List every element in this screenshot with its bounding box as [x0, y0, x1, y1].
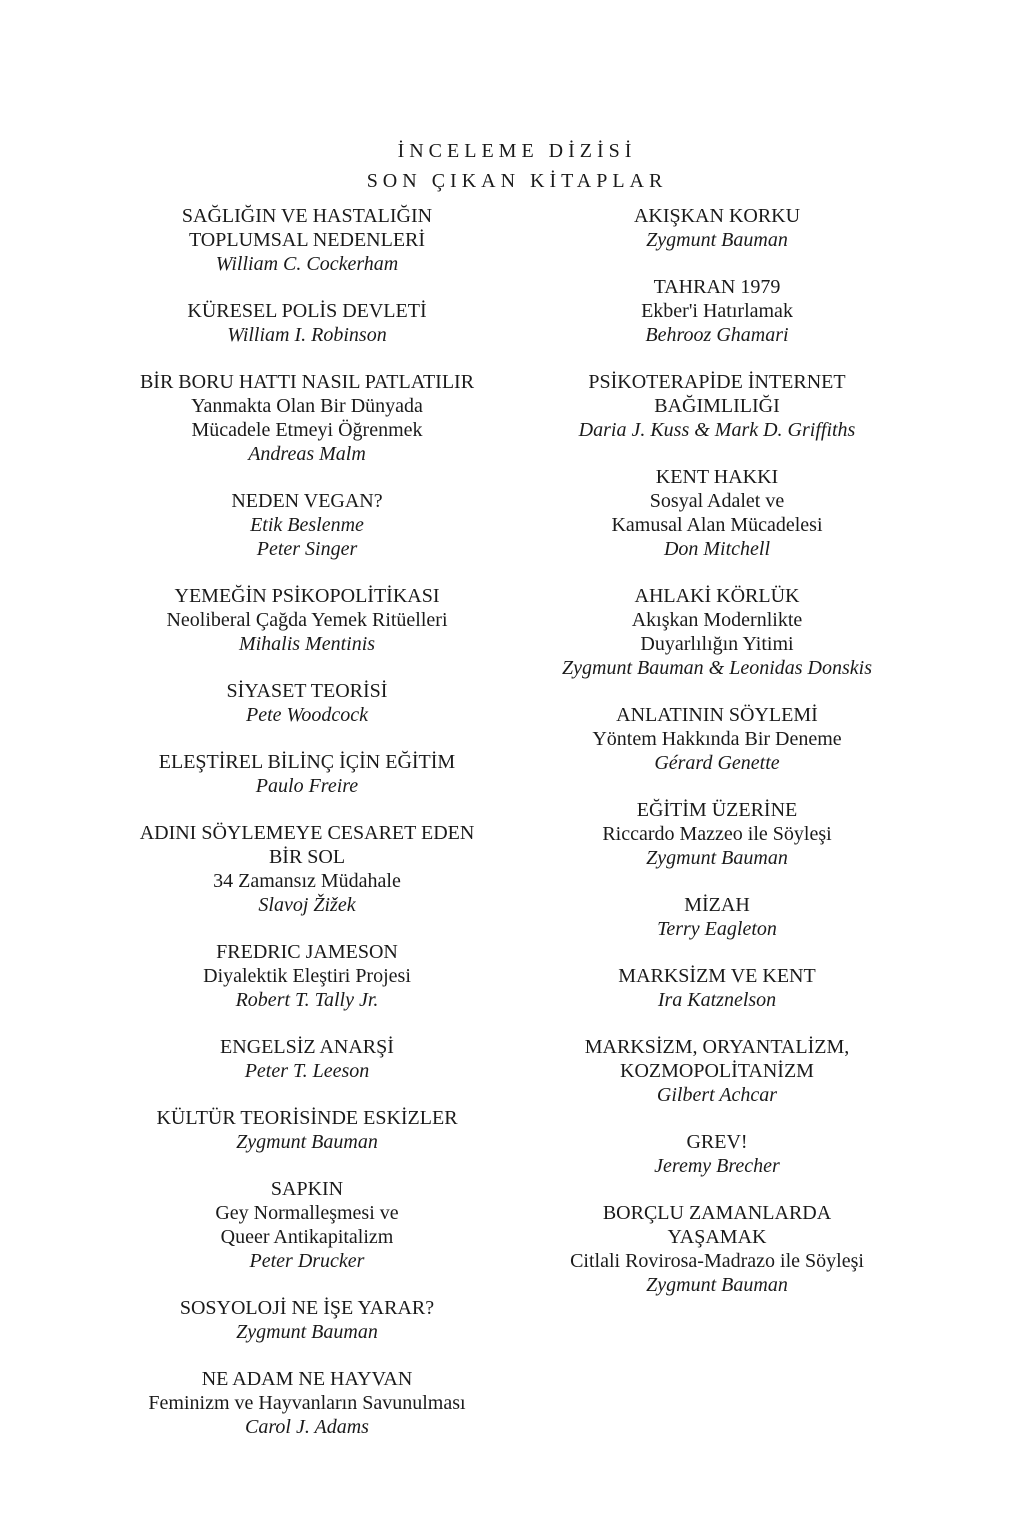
book-entry: [107, 370, 507, 466]
book-title: NE ADAM NE HAYVAN: [201, 1368, 413, 1390]
book-subtitle: Gey Normalleşmesi ve Queer Antikapitalizm: [215, 1202, 399, 1248]
book-author: Slavoj Žižek: [258, 894, 356, 916]
book-subtitle: Neoliberal Çağda Yemek Ritüelleri: [166, 609, 448, 631]
book-subtitle: Feminizm ve Hayvanların Savunulması: [148, 1392, 466, 1414]
book-subtitle: Akışkan Modernlikte Duyarlılığın Yitimi: [631, 609, 803, 655]
book-author: William I. Robinson: [227, 324, 387, 346]
book-entry: [517, 465, 917, 561]
book-author: Peter Drucker: [249, 1250, 365, 1272]
book-author: Zygmunt Bauman & Leonidas Donskis: [562, 657, 872, 679]
book-entry: [517, 893, 917, 941]
book-title: EĞİTİM ÜZERİNE: [636, 799, 798, 821]
book-title: ELEŞTİREL BİLİNÇ İÇİN EĞİTİM: [158, 751, 456, 773]
book-subtitle: Sosyal Adalet ve Kamusal Alan Mücadelesi: [611, 490, 823, 536]
book-author: Pete Woodcock: [246, 704, 368, 726]
book-title: FREDRIC JAMESON: [216, 941, 398, 963]
book-title: BİR BORU HATTI NASIL PATLATILIR: [139, 371, 475, 393]
series-title: İNCELEME DİZİSİ: [397, 140, 637, 162]
book-author: Zygmunt Bauman: [646, 847, 788, 869]
book-entry: [517, 370, 917, 442]
book-author: Paulo Freire: [255, 775, 359, 797]
book-entry: [107, 821, 507, 917]
book-subtitle: Riccardo Mazzeo ile Söyleşi: [602, 823, 832, 845]
book-entry: [107, 204, 507, 276]
book-author: Zygmunt Bauman: [236, 1321, 378, 1343]
book-title: AKIŞKAN KORKU: [633, 205, 801, 227]
book-title: MİZAH: [684, 894, 750, 916]
book-entry: [517, 798, 917, 870]
book-author: Gérard Genette: [654, 752, 780, 774]
book-entry: [107, 584, 507, 656]
book-entry: [517, 703, 917, 775]
book-author: Andreas Malm: [248, 443, 366, 465]
book-title: ANLATININ SÖYLEMİ: [616, 704, 818, 726]
book-entry: [517, 1130, 917, 1178]
book-title: GREV!: [686, 1131, 748, 1153]
book-entry: [517, 964, 917, 1012]
book-title: SAPKIN: [270, 1178, 344, 1200]
book-title: KENT HAKKI: [655, 466, 779, 488]
book-entry: [107, 1367, 507, 1439]
book-author: Don Mitchell: [663, 538, 771, 560]
book-title: MARKSİZM VE KENT: [618, 965, 816, 987]
book-author: Robert T. Tally Jr.: [235, 989, 379, 1011]
page-header: [0, 136, 1024, 196]
book-entry: [517, 275, 917, 347]
book-author: Zygmunt Bauman: [646, 229, 788, 251]
book-subtitle: Yanmakta Olan Bir Dünyada Mücadele Etmeyi Öğrenmek: [191, 395, 423, 441]
book-title: ENGELSİZ ANARŞİ: [220, 1036, 394, 1058]
book-title: BORÇLU ZAMANLARDA YAŞAMAK: [602, 1202, 832, 1248]
book-title: PSİKOTERAPİDE İNTERNET BAĞIMLILIĞI: [588, 371, 846, 417]
book-author: Mihalis Mentinis: [238, 633, 376, 655]
book-title: MARKSİZM, ORYANTALİZM, KOZMOPOLİTANİZM: [584, 1036, 850, 1082]
book-title: KÜRESEL POLİS DEVLETİ: [187, 300, 427, 322]
book-author: William C. Cockerham: [215, 253, 399, 275]
book-title: NEDEN VEGAN?: [231, 490, 383, 512]
book-title: TAHRAN 1979: [653, 276, 781, 298]
book-entry: [107, 489, 507, 561]
book-title: AHLAKİ KÖRLÜK: [634, 585, 800, 607]
book-entry: [107, 1296, 507, 1344]
book-subtitle: 34 Zamansız Müdahale: [213, 870, 401, 892]
book-title: SOSYOLOJİ NE İŞE YARAR?: [179, 1297, 435, 1319]
book-author: Daria J. Kuss & Mark D. Griffiths: [578, 419, 856, 441]
book-entry: [517, 1035, 917, 1107]
book-author: Zygmunt Bauman: [646, 1274, 788, 1296]
book-author: Carol J. Adams: [245, 1416, 369, 1438]
book-author: Peter T. Leeson: [244, 1060, 370, 1082]
book-author: Terry Eagleton: [657, 918, 777, 940]
book-title: SAĞLIĞIN VE HASTALIĞIN TOPLUMSAL NEDENLERİ: [181, 205, 433, 251]
right-book-column: [517, 204, 917, 1320]
book-subtitle: Diyalektik Eleştiri Projesi: [203, 965, 411, 987]
series-subtitle: SON ÇIKAN KİTAPLAR: [366, 170, 668, 192]
book-entry: [517, 584, 917, 680]
book-title: SİYASET TEORİSİ: [226, 680, 388, 702]
book-entry: [107, 1106, 507, 1154]
book-subtitle: Citlali Rovirosa-Madrazo ile Söyleşi: [570, 1250, 864, 1272]
book-entry: [517, 1201, 917, 1297]
book-author: Jeremy Brecher: [654, 1155, 780, 1177]
book-entry: [107, 679, 507, 727]
book-author: Zygmunt Bauman: [236, 1131, 378, 1153]
book-entry: [107, 299, 507, 347]
book-entry: [107, 940, 507, 1012]
book-title: ADINI SÖYLEMEYE CESARET EDEN BİR SOL: [139, 822, 475, 868]
book-author: Ira Katznelson: [657, 989, 777, 1011]
book-entry: [107, 1177, 507, 1273]
left-book-column: [107, 204, 507, 1462]
book-title: KÜLTÜR TEORİSİNDE ESKİZLER: [156, 1107, 458, 1129]
book-subtitle: Ekber'i Hatırlamak: [641, 300, 793, 322]
book-entry: [517, 204, 917, 252]
book-subtitle: Yöntem Hakkında Bir Deneme: [592, 728, 842, 750]
book-author: Etik Beslenme Peter Singer: [250, 514, 364, 560]
book-author: Behrooz Ghamari: [645, 324, 789, 346]
book-entry: [107, 750, 507, 798]
book-author: Gilbert Achcar: [656, 1084, 778, 1106]
book-entry: [107, 1035, 507, 1083]
book-title: YEMEĞİN PSİKOPOLİTİKASI: [174, 585, 440, 607]
